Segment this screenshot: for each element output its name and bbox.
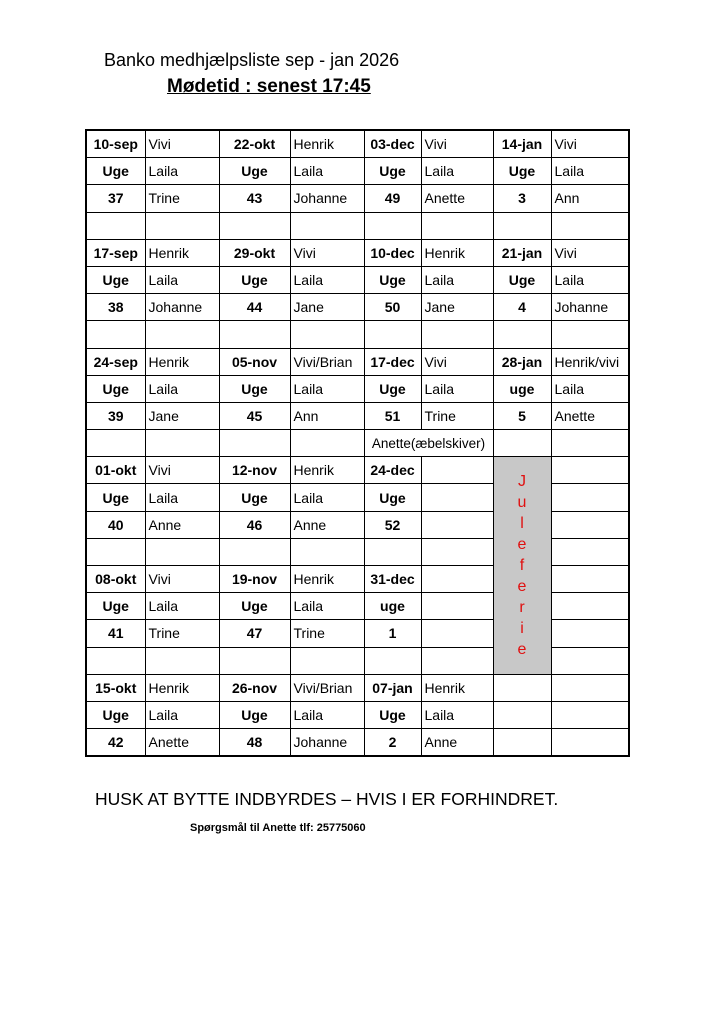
helper-name [421, 620, 493, 647]
week-label: Uge [86, 158, 145, 185]
week-number: 4 [493, 294, 551, 321]
empty-cell [551, 647, 629, 674]
empty-cell [551, 430, 629, 457]
helper-name: Johanne [290, 185, 364, 212]
helper-name: Trine [145, 185, 219, 212]
contact-info: Spørgsmål til Anette tlf: 25775060 [190, 822, 366, 834]
week-label: Uge [493, 266, 551, 293]
helper-name: Jane [145, 402, 219, 429]
helper-name: Johanne [551, 294, 629, 321]
week-label: Uge [86, 375, 145, 402]
empty-cell [493, 321, 551, 348]
empty-cell [551, 729, 629, 757]
schedule-row [86, 375, 629, 402]
holiday-letter: e [517, 641, 527, 658]
empty-cell [145, 647, 219, 674]
week-label: Uge [364, 484, 421, 511]
holiday-letter: i [520, 620, 524, 637]
helper-name: Henrik [290, 457, 364, 484]
helper-name: Laila [290, 484, 364, 511]
week-number: 44 [219, 294, 290, 321]
spacer-row [86, 430, 629, 457]
empty-cell [551, 484, 629, 511]
helper-name: Anette [421, 185, 493, 212]
week-number: 39 [86, 402, 145, 429]
empty-cell [145, 430, 219, 457]
schedule-row [86, 701, 629, 728]
week-number: 2 [364, 729, 421, 757]
holiday-letter: r [519, 599, 525, 616]
empty-cell [551, 620, 629, 647]
empty-cell [290, 538, 364, 565]
schedule-row [86, 266, 629, 293]
date-label: 05-nov [219, 348, 290, 375]
week-label: Uge [86, 266, 145, 293]
empty-cell [86, 538, 145, 565]
week-label: Uge [219, 701, 290, 728]
week-number: 40 [86, 511, 145, 538]
empty-cell [86, 212, 145, 239]
helper-name: Laila [290, 158, 364, 185]
helper-name: Johanne [290, 729, 364, 757]
empty-cell [551, 593, 629, 620]
helper-name: Anne [421, 729, 493, 757]
helper-name: Laila [421, 266, 493, 293]
helper-name: Henrik/vivi [551, 348, 629, 375]
week-label: Uge [219, 593, 290, 620]
helper-name: Vivi/Brian [290, 348, 364, 375]
date-label: 19-nov [219, 566, 290, 593]
week-number: 3 [493, 185, 551, 212]
week-label: Uge [364, 375, 421, 402]
helper-name: Vivi/Brian [290, 674, 364, 701]
empty-cell [493, 212, 551, 239]
empty-cell [493, 729, 551, 757]
holiday-letter: l [520, 515, 524, 532]
helper-name: Henrik [421, 239, 493, 266]
helper-name: Vivi [290, 239, 364, 266]
helper-name: Trine [421, 402, 493, 429]
week-label: Uge [86, 593, 145, 620]
holiday-letter: u [517, 494, 527, 511]
date-label: 17-dec [364, 348, 421, 375]
empty-cell [551, 457, 629, 484]
week-number: 47 [219, 620, 290, 647]
empty-cell [86, 430, 145, 457]
empty-cell [421, 321, 493, 348]
helper-name: Laila [290, 593, 364, 620]
helper-name: Henrik [145, 674, 219, 701]
empty-cell [290, 430, 364, 457]
helper-name: Laila [145, 701, 219, 728]
empty-cell [364, 212, 421, 239]
week-number: 38 [86, 294, 145, 321]
week-label: Uge [219, 266, 290, 293]
empty-cell [86, 647, 145, 674]
helper-name: Anne [145, 511, 219, 538]
helper-name: Vivi [145, 130, 219, 158]
helper-name: Laila [145, 375, 219, 402]
holiday-cell [493, 457, 551, 675]
helper-name: Laila [551, 158, 629, 185]
week-number: 45 [219, 402, 290, 429]
holiday-letter: e [517, 536, 527, 553]
date-label: 14-jan [493, 130, 551, 158]
week-number: 43 [219, 185, 290, 212]
spacer-row [86, 212, 629, 239]
spacer-row [86, 321, 629, 348]
helper-name: Henrik [145, 348, 219, 375]
empty-cell [364, 647, 421, 674]
meeting-time: Mødetid : senest 17:45 [167, 76, 371, 97]
helper-name: Vivi [145, 566, 219, 593]
empty-cell [145, 538, 219, 565]
date-label: 28-jan [493, 348, 551, 375]
schedule-row [86, 402, 629, 429]
empty-cell [219, 321, 290, 348]
week-number: 46 [219, 511, 290, 538]
empty-cell [290, 321, 364, 348]
helper-name: Trine [145, 620, 219, 647]
helper-name: Henrik [421, 674, 493, 701]
swap-reminder: HUSK AT BYTTE INDBYRDES – HVIS I ER FORHINDRET. [95, 789, 559, 809]
empty-cell [551, 701, 629, 728]
helper-name: Vivi [551, 239, 629, 266]
week-number: 52 [364, 511, 421, 538]
week-number: 49 [364, 185, 421, 212]
schedule-table [85, 129, 630, 757]
week-number: 1 [364, 620, 421, 647]
week-label: Uge [219, 375, 290, 402]
schedule-row [86, 185, 629, 212]
week-label: Uge [219, 484, 290, 511]
helper-name: Vivi [551, 130, 629, 158]
helper-name: Laila [290, 701, 364, 728]
helper-name: Henrik [290, 566, 364, 593]
helper-name: Laila [290, 266, 364, 293]
helper-name: Laila [145, 158, 219, 185]
week-label: uge [493, 375, 551, 402]
date-label: 07-jan [364, 674, 421, 701]
empty-cell [145, 321, 219, 348]
week-number: 48 [219, 729, 290, 757]
week-number: 41 [86, 620, 145, 647]
helper-name: Trine [290, 620, 364, 647]
week-label: Uge [364, 266, 421, 293]
empty-cell [493, 430, 551, 457]
empty-cell [551, 566, 629, 593]
date-label: 03-dec [364, 130, 421, 158]
helper-name: Henrik [145, 239, 219, 266]
helper-name: Laila [290, 375, 364, 402]
schedule-row [86, 457, 629, 484]
empty-cell [493, 701, 551, 728]
schedule-row [86, 294, 629, 321]
empty-cell [219, 647, 290, 674]
empty-cell [493, 674, 551, 701]
helper-name: Johanne [145, 294, 219, 321]
week-label: uge [364, 593, 421, 620]
date-label: 21-jan [493, 239, 551, 266]
week-label: Uge [86, 484, 145, 511]
empty-cell [551, 674, 629, 701]
date-label: 15-okt [86, 674, 145, 701]
helper-name [421, 593, 493, 620]
schedule-row [86, 130, 629, 158]
helper-name: Anne [290, 511, 364, 538]
date-label: 24-sep [86, 348, 145, 375]
schedule-row [86, 729, 629, 757]
date-label: 26-nov [219, 674, 290, 701]
week-number: 5 [493, 402, 551, 429]
helper-name: Henrik [290, 130, 364, 158]
week-number: 51 [364, 402, 421, 429]
date-label: 31-dec [364, 566, 421, 593]
empty-cell [364, 538, 421, 565]
helper-name: Laila [551, 375, 629, 402]
helper-name: Ann [551, 185, 629, 212]
empty-cell [421, 538, 493, 565]
helper-name [421, 484, 493, 511]
empty-cell [551, 511, 629, 538]
empty-cell [219, 538, 290, 565]
holiday-letter: f [519, 557, 525, 574]
helper-name: Anette [145, 729, 219, 757]
helper-name: Laila [145, 484, 219, 511]
date-label: 01-okt [86, 457, 145, 484]
helper-name: Laila [145, 266, 219, 293]
date-label: 08-okt [86, 566, 145, 593]
helper-name: Laila [145, 593, 219, 620]
empty-cell [421, 647, 493, 674]
empty-cell [219, 430, 290, 457]
date-label: 10-sep [86, 130, 145, 158]
schedule-row [86, 348, 629, 375]
empty-cell [551, 212, 629, 239]
helper-name [421, 511, 493, 538]
page-title: Banko medhjælpsliste sep - jan 2026 [104, 50, 400, 70]
date-label: 10-dec [364, 239, 421, 266]
empty-cell [290, 212, 364, 239]
empty-cell [219, 212, 290, 239]
week-number: 42 [86, 729, 145, 757]
empty-cell [551, 538, 629, 565]
helper-name: Vivi [421, 130, 493, 158]
helper-name: Laila [421, 158, 493, 185]
week-label: Uge [86, 701, 145, 728]
week-label: Uge [219, 158, 290, 185]
helper-name: Vivi [145, 457, 219, 484]
holiday-letter: J [518, 473, 526, 490]
date-label: 17-sep [86, 239, 145, 266]
date-label: 22-okt [219, 130, 290, 158]
date-label: 29-okt [219, 239, 290, 266]
week-number: 37 [86, 185, 145, 212]
week-label: Uge [364, 701, 421, 728]
empty-cell [551, 321, 629, 348]
week-number: 50 [364, 294, 421, 321]
empty-cell [290, 647, 364, 674]
empty-cell [364, 321, 421, 348]
schedule-row [86, 158, 629, 185]
helper-name: Ann [290, 402, 364, 429]
helper-name: Laila [421, 375, 493, 402]
empty-cell [145, 212, 219, 239]
date-label: 24-dec [364, 457, 421, 484]
empty-cell [421, 212, 493, 239]
holiday-letter: e [517, 578, 527, 595]
helper-name: Vivi [421, 348, 493, 375]
helper-name: Anette [551, 402, 629, 429]
aebleskiver-note: Anette(æbelskiver) [364, 430, 493, 457]
helper-name: Jane [290, 294, 364, 321]
helper-name: Jane [421, 294, 493, 321]
helper-name: Laila [551, 266, 629, 293]
week-label: Uge [493, 158, 551, 185]
helper-name [421, 566, 493, 593]
schedule-row [86, 674, 629, 701]
helper-name [421, 457, 493, 484]
week-label: Uge [364, 158, 421, 185]
date-label: 12-nov [219, 457, 290, 484]
empty-cell [86, 321, 145, 348]
schedule-row [86, 239, 629, 266]
helper-name: Laila [421, 701, 493, 728]
